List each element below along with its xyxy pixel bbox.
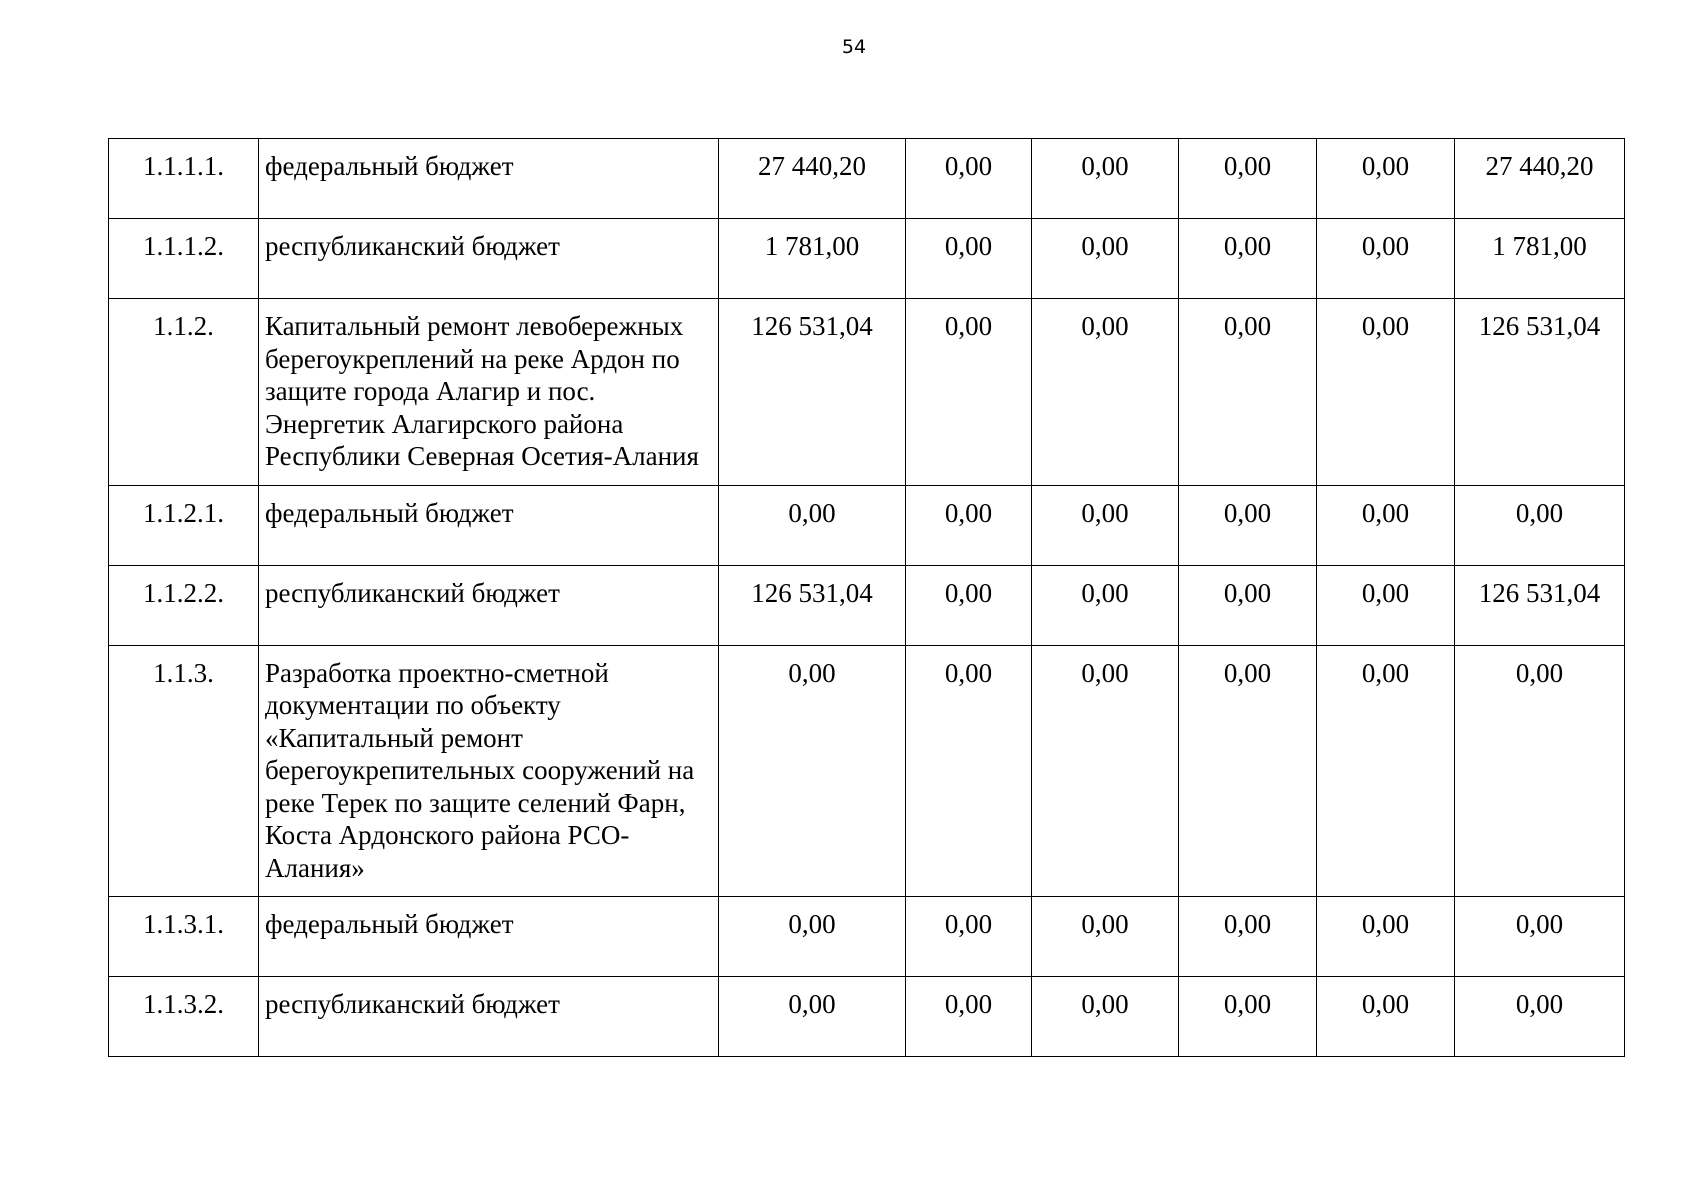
cell-value: 0,00 xyxy=(1179,645,1317,897)
cell-value: 0,00 xyxy=(1317,299,1455,486)
cell-value: 0,00 xyxy=(906,645,1032,897)
cell-value: 0,00 xyxy=(1455,485,1625,565)
row-code: 1.1.1.2. xyxy=(109,219,259,299)
cell-value: 0,00 xyxy=(1455,645,1625,897)
table-row xyxy=(109,977,1625,1057)
cell-value: 0,00 xyxy=(906,485,1032,565)
cell-value: 0,00 xyxy=(1032,485,1179,565)
row-name: республиканский бюджет xyxy=(259,219,719,299)
table-row xyxy=(109,219,1625,299)
row-code: 1.1.3.2. xyxy=(109,977,259,1057)
cell-value: 0,00 xyxy=(906,977,1032,1057)
page-number: 54 xyxy=(841,36,867,58)
budget-table xyxy=(108,138,1625,1057)
row-name: республиканский бюджет xyxy=(259,565,719,645)
cell-value: 0,00 xyxy=(1455,897,1625,977)
row-code: 1.1.3.1. xyxy=(109,897,259,977)
cell-value: 0,00 xyxy=(719,977,906,1057)
table-row xyxy=(109,645,1625,897)
cell-value: 0,00 xyxy=(906,139,1032,219)
row-name: Разработка проектно-сметной документации по объекту «Капитальный ремонт берегоукрепительных сооружений на реке Терек по защите селений Фарн, Коста Ардонского района РСО-Алания» xyxy=(259,645,719,897)
cell-value: 0,00 xyxy=(1032,977,1179,1057)
cell-value: 0,00 xyxy=(1317,219,1455,299)
row-name: федеральный бюджет xyxy=(259,139,719,219)
cell-value: 0,00 xyxy=(1032,219,1179,299)
row-name: Капитальный ремонт левобережных берегоукреплений на реке Ардон по защите города Алагир и пос. Энергетик Алагирского района Республики Северная Осетия-Алания xyxy=(259,299,719,486)
cell-value: 0,00 xyxy=(1179,897,1317,977)
row-name: федеральный бюджет xyxy=(259,485,719,565)
cell-value: 0,00 xyxy=(1032,139,1179,219)
cell-value: 0,00 xyxy=(906,299,1032,486)
row-code: 1.1.2.1. xyxy=(109,485,259,565)
table-row xyxy=(109,565,1625,645)
cell-value: 0,00 xyxy=(1179,139,1317,219)
cell-value: 0,00 xyxy=(1032,299,1179,486)
cell-value: 0,00 xyxy=(719,897,906,977)
cell-value: 0,00 xyxy=(1032,897,1179,977)
row-code: 1.1.3. xyxy=(109,645,259,897)
cell-value: 0,00 xyxy=(1179,219,1317,299)
cell-value: 0,00 xyxy=(1032,645,1179,897)
cell-value: 0,00 xyxy=(1317,139,1455,219)
cell-value: 0,00 xyxy=(1317,977,1455,1057)
row-name: республиканский бюджет xyxy=(259,977,719,1057)
table-row xyxy=(109,299,1625,486)
cell-value: 0,00 xyxy=(1317,645,1455,897)
cell-value: 0,00 xyxy=(1317,485,1455,565)
row-code: 1.1.2.2. xyxy=(109,565,259,645)
table-row xyxy=(109,485,1625,565)
table-row xyxy=(109,897,1625,977)
cell-value: 0,00 xyxy=(906,897,1032,977)
cell-value: 0,00 xyxy=(1317,565,1455,645)
cell-value: 0,00 xyxy=(1032,565,1179,645)
cell-value: 0,00 xyxy=(1179,977,1317,1057)
cell-value: 27 440,20 xyxy=(719,139,906,219)
cell-value: 0,00 xyxy=(906,219,1032,299)
cell-value: 0,00 xyxy=(1317,897,1455,977)
cell-value: 126 531,04 xyxy=(719,299,906,486)
cell-value: 0,00 xyxy=(1179,299,1317,486)
row-code: 1.1.2. xyxy=(109,299,259,486)
cell-value: 27 440,20 xyxy=(1455,139,1625,219)
cell-value: 0,00 xyxy=(906,565,1032,645)
cell-value: 0,00 xyxy=(1455,977,1625,1057)
cell-value: 126 531,04 xyxy=(1455,565,1625,645)
row-code: 1.1.1.1. xyxy=(109,139,259,219)
row-name: федеральный бюджет xyxy=(259,897,719,977)
cell-value: 0,00 xyxy=(719,485,906,565)
cell-value: 0,00 xyxy=(1179,565,1317,645)
cell-value: 1 781,00 xyxy=(719,219,906,299)
cell-value: 0,00 xyxy=(719,645,906,897)
cell-value: 0,00 xyxy=(1179,485,1317,565)
table-row xyxy=(109,139,1625,219)
cell-value: 126 531,04 xyxy=(719,565,906,645)
cell-value: 1 781,00 xyxy=(1455,219,1625,299)
cell-value: 126 531,04 xyxy=(1455,299,1625,486)
